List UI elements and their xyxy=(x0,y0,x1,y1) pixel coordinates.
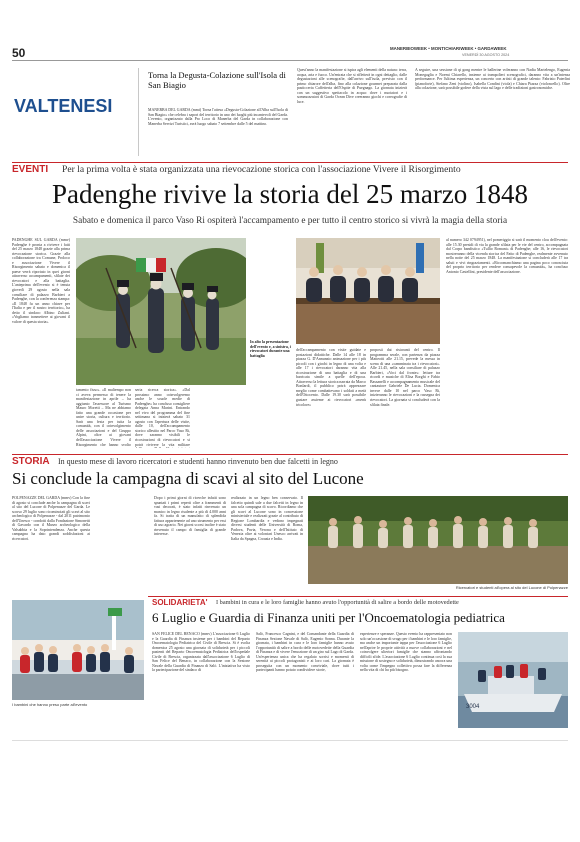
patrol-boat-image xyxy=(458,632,568,728)
storia-col2: Dopo i primi giorni di ricerche infatti sono spuntati i primi reperti oltre a frammenti di vasi decorati, è stato infatti rinvenuto un manico in legno risalente a più di 4.000 anni fa. Si tratta di un manufatto di splendida fattura appartenente ad uno strumento per essi di uso agrario. Nei giorni scorsi inoltre è stato rinvenuto il campo di famiglia di grande interesse. xyxy=(154,496,226,537)
children-photo xyxy=(12,600,144,700)
eventi-kicker-text: Per la prima volta è stata organizzata una rievocazione storica con l'associazione Vivere il Risorgimento xyxy=(62,164,461,175)
storia-kicker-text: In questo mese di lavoro ricercatori e studenti hanno rinvenuto ben due falcetti in legno xyxy=(58,457,338,466)
main-col3: seria ricerca storica». «Dal prossimo anno coinvolgeremo anche le scuole medie di Padenghe» ha concluso consigliere delegata Anna Marini. Entrando nel vivo del programma del fine settimana si inizierà sabato 31 agosto con l'apertura delle visite, dalle 10, dell'accampamento storico allestito nel Parco Vaso Ri, dove saranno visibili le ricostruzioni di rievocatori e si potrà rivivere la vita militare xyxy=(135,388,190,447)
section-divider xyxy=(138,68,139,156)
main-headline: Padenghe rivive la storia del 25 marzo 1848 xyxy=(51,179,529,209)
solidarieta-headline: 6 Luglio e Guardia di Finanza uniti per l'Oncoematologia pediatrica xyxy=(152,610,505,625)
svg-text:3004: 3004 xyxy=(466,704,480,710)
main-col5: proposti dai ristoranti del centro. Il programma serale, con partenza da piazza Matteotti alle 21.15, prevede la messa in scena di una «camminata tra i rievocatori». Alle 21.45, nella sala consiliare di palazzo Barbieri, «Voci dal fronte»: letture tra ricordi e musiche di Elisa Borghi e Fabio Bassanelli e accompagnamento musicale del cantautore Gabriele De Lucia. Domenica invece dalle 10 nel parco Vaso Ri, inizieranno le rievocazioni e la rassegna dei rievocatori. La giornata si concluderà con la sfilata finale. xyxy=(370,348,440,407)
solidarieta-kicker: SOLIDARIETA' xyxy=(152,598,208,607)
page-number: 50 xyxy=(12,46,26,60)
excavation-site-image xyxy=(308,496,568,584)
solidarieta-col3: esperienze e speranze. Questo evento ha rappresentato non solo un'occasione di svago per i bambini e le loro famiglie, ma anche un importante tappa per l'associazione 6 Luglio nell'aprire le proprie attività a nuove collaborazioni e nel coinvolgere ulteriori famiglie che stanno affrontando difficili sfide. L'associazione 6 Luglio continua così la sua missione di sostegno e solidarietà, dimostrando ancora una volta come l'impegno collettivo possa fare la differenza nella vita di chi ha più bisogno. xyxy=(360,632,452,673)
main-subhead: Sabato e domenica il parco Vaso Ri ospiterà l'accampamento e per tutto il centro storico si vivrà la magia della storia xyxy=(72,216,508,226)
boat-photo xyxy=(458,632,568,728)
top-story-col1: MANERBA DEL GARDA (mmi) Torna l'attesa «Degusta-Colazione all'Alba sull'Isola di San Biagio» che celebra i sapori del territorio in uno dei luoghi più incantevoli del Garda. L'evento, organizzato dalla Pro Loco di Manerba del Garda in collaborazione con Manerba Servizi Turistici, avrà luogo sabato 7 settembre dalle 5 del mattino. xyxy=(148,108,288,126)
meeting-photo xyxy=(296,238,440,344)
main-photo xyxy=(76,238,246,385)
children-group-image xyxy=(12,600,144,700)
children-caption: I bambini che hanno preso parte all'evento xyxy=(12,702,88,707)
header-rule xyxy=(12,60,568,61)
storia-kicker: STORIA xyxy=(12,456,50,467)
top-story-col2: Quest'anno la manifestazione si ispira agli elementi della natura: terra, acqua, aria e fuoco. Un'entrata che si rifletterà in ogni dettaglio, dalle degustazioni alle scenografie, dall'arrivo sull'isola, previsto con il primo chiarore dell'alba, fino alla colazione gourmet preparata dalla pasticceria Caffetteria dell'Ospite di Puegnago. La giornata inizierà con un suggestivo spettacolo in acqua: dove i nuotatori e i sommozzatori di Garda Ocean Dive creeranno giochi e coreografie di luce. xyxy=(297,68,407,104)
storia-rule xyxy=(12,454,568,455)
main-col2: tamento fisso». «Il maltempo non ci aveva permesso di tenere la manifestazione in aprile – ha aggiunto l'assessore al Turismo Mauro Moretti – Ma ne abbiamo fatto una grande occasione per unire storia, cultura e territorio. Sarà una festa per tutta la comunità, con il coinvolgimento delle associazioni e del Gruppo Alpini, oltre ai giovani dell'associazione Vivere il Risorgimento che hanno svolto xyxy=(76,388,131,447)
header-masthead: MANERBIOWEEK • MONTICHIARIWEEK • GARDAWEEK xyxy=(390,46,507,51)
conference-image xyxy=(296,238,440,344)
excavation-photo xyxy=(308,496,568,584)
solidarieta-col1: SAN FELICE DEL BENACO (mmv) L'associazione 6 Luglio e la Guardia di Finanza insieme per i bambini del Reparto Oncoematologia Pediatrica del Civile di Brescia. Si è svolta domenica 25 agosto una giornata di solidarietà per i piccoli pazienti del Reparto Oncoematologia Pediatrica dell'ospedale Civile di Brescia, organizzata dall'associazione 6 Luglio di San Felice del Benaco, in collaborazione con la Sezione Navale della Guardia di Finanza di Salò. L'iniziativa ha visto la partecipazione del sindaco di xyxy=(152,632,250,673)
eventi-kicker: EVENTI xyxy=(12,164,49,175)
main-col6: al numero 342 0794951), nel pomeriggio si sarà il momento clou dell'evento: alle 15.30 presidi di via la grande sfilata per le vie del centro, accompagnata dal Corpo bandistico «Tullio Romani» di Padenghe; alle 16, le rievocatori mostreranno della vicenda storica del Fatto di Padenghe, realmente avvenuto nella notte del 25 marzo 1848. La manifestazione si concluderà alle 17 tra saluti e vivi ringraziamenti. «Riccomanchiamo una pagina poco conosciuta del proprio territorio per rendere consapevole la comunità», ha concluso Antonio Castellini, presidente dell'associazione. xyxy=(446,238,568,274)
kicker-rule-top xyxy=(12,162,568,163)
storia-col3: realizzato in un legno ben conservato. Il falcetto quindi sale a due falcetti in legno in una sola campagna di scavo. Ricordiamo che gli scavi al Lucone sono in concessione ministeriale e realizzati grazie al contributo di Regione Lombardia e vedono impegnati diversi studenti delle Università di Roma, Padova, Pavia, Verona e dell'Istituto di Venezia oltre ai volontari Unesco arrivati in Italia da Spagna, Croazia e India. xyxy=(231,496,303,541)
excavation-caption: Ricercatori e studenti all'opera al sito del Lucone di Polpenazze xyxy=(455,585,568,590)
main-col1: PADENGHE SUL GARDA (mmv) Padenghe è pronta a rivivere i fatti del 25 marzo 1848 grazie alla prima rievocazione storica. Grazie alla collaborazione tra Comune, Proloco e associazione Vivere il Risorgimento sabato e domenica il paese verrà riportato in quei giorni attraverso accampamenti, sfilate dei rievocatori e alla battaglia. L'anteprima dell'evento si è tenuta giovedì 29 agosto nella sala consiliare di palazzo Barbieri a Padenghe, con la conferenza stampa: «Il 1848 fu un anno chiave per l'Italia e per il nostro territorio», ha detto il sindaco Albino Zuliani. «Vogliamo trasmettere ai giovani il valore di questa storia». xyxy=(12,238,70,324)
solidarieta-kicker-text: I bambini in cura e le loro famiglie hanno avuto l'opportunità di salire a bordo delle motovedette xyxy=(216,599,459,606)
bottom-rule xyxy=(12,740,568,741)
top-story-col3: A seguire, una sessione di qi gong mentre le ballerine voleranno con Nadia Martelengo, Eugenia Monegaglia e Noemi Chiarello, insieme ai trampolieri scenografici, daranno vita a un'intensa performance. Per l'ultima esperienza, un concerto con artisti di grande talento: Fabrizio Paterlini (pianoforte), Stefano Zeni (violino), Isabella Condini (viola) e Chiara Piazza (violoncello). Oltre alla colazione, sarà possibile godere della vista sul lago e delle tradizioni gastronomiche. xyxy=(415,68,570,91)
storia-col1: POLPENAZZE DEL GARDA (mmv) Con la fine di agosto si conclude anche la campagna di scavi al sito del Lucone di Polpenazze del Garda. Le scorso 29 luglio sono ricominciati gli scavi al sito archeologico di Polpenazze - dal 2011 patrimonio dell'Unesco - condotti dalla Fondazione Simonetti di Gavardo con il Museo archeologico della Valsabbia e la Soprintendenza. Anche questa campagna ha dato grandi soddisfazioni ai ricercatori. xyxy=(12,496,90,541)
header-date: VENERDÌ 30 AGOSTO 2024 xyxy=(462,53,510,57)
storia-headline: Si conclude la campagna di scavi al sito del Lucone xyxy=(12,469,364,488)
main-col3b xyxy=(194,388,246,448)
top-story-title: Torna la Degusta-Colazione sull'Isola di San Biagio xyxy=(148,70,286,90)
solidarieta-rule xyxy=(148,596,568,597)
solidarieta-col2: Salò, Francesco Cagnini, e del Comandante della Guardia di Finanza Sezione Navale di Salò, Eugenio Sonna. Durante la giornata, i bambini in cura e le loro famiglie hanno avuto l'opportunità di salire a bordo delle motovedette della Guardia di Finanza e di vivere l'emozione di un giro sul Lago di Garda. Un'esperienza unica che ha regalato sorrisi e momenti di serenità ai piccoli protagonisti e ai loro cari. La giornata è proseguita con un momento conviviale, dove tutti i partecipanti hanno potuto condividere storie, xyxy=(256,632,354,673)
main-col4: dell'accampamento con visite guidate e postazioni didattiche. Dalle 14 alle 18 in piazza G. D'Annunzio animazione per i più piccoli con i giochi in legno di una volta e alle 17 i rievocatori daranno vita alla ricostruzione di una battaglia e di una barricata simile a quelle dell'epoca. Attraverso la lettura storica narrata da Marco Bonlardi, il pubblico potrà apprezzare meglio come combattevano i soldati a metà dell'Ottocento. Dalle 19.30 sarà possibile gustare assieme ai rievocatori «menù tricolore» xyxy=(296,348,366,407)
photo-caption-main: In alto la presentazione dell'evento e, a sinistra, i rievocatori durante una battaglia xyxy=(250,340,291,358)
section-title: VALTENESI xyxy=(14,96,113,116)
soldiers-battle-image xyxy=(76,238,246,385)
